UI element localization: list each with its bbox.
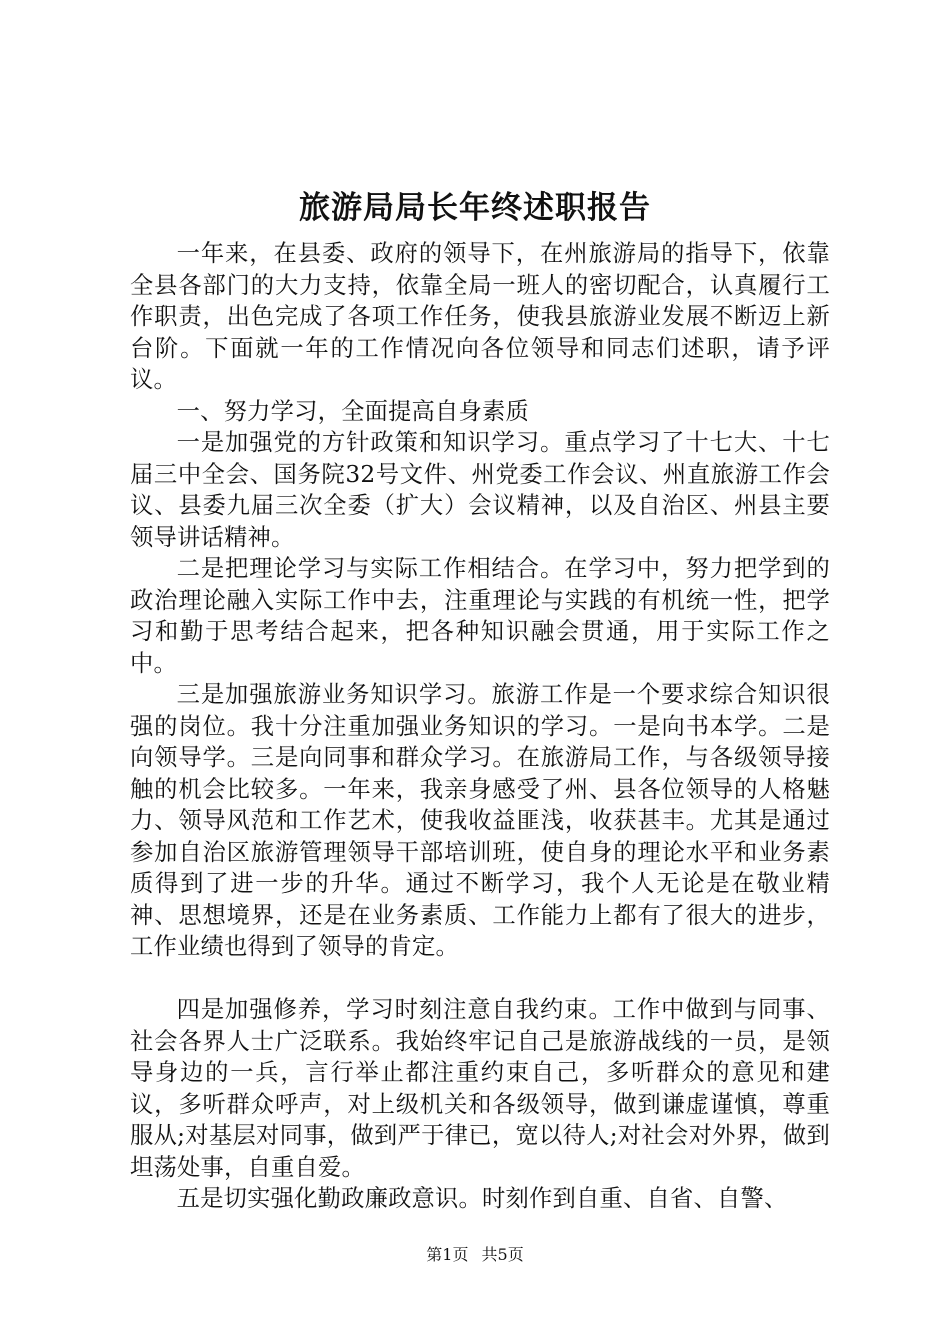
paragraph-5: 五是切实强化勤政廉政意识。时刻作到自重、自省、自警、	[176, 1185, 788, 1212]
document-title: 旅游局局长年终述职报告	[299, 190, 651, 226]
paragraph-gap	[130, 963, 830, 995]
page-footer	[0, 1244, 950, 1266]
document-body	[130, 238, 830, 1215]
page-total: 共5页	[481, 1245, 524, 1264]
paragraph-2: 二是把理论学习与实际工作相结合。在学习中，努力把学到的政治理论融入实际工作中去，注重理论与实践的有机统一性，把学习和勤于思考结合起来，把各种知识融会贯通，用于实际工作之中。	[130, 555, 830, 677]
paragraph-1: 一是加强党的方针政策和知识学习。重点学习了十七大、十七届三中全会、国务院32号文件、州党委工作会议、州直旅游工作会议、县委九届三次全委（扩大）会议精神，以及自治区、州县主要领导讲话精神。	[130, 429, 830, 551]
paragraph-intro: 一年来，在县委、政府的领导下，在州旅游局的指导下，依靠全县各部门的大力支持，依靠全局一班人的密切配合，认真履行工作职责，出色完成了各项工作任务，使我县旅游业发展不断迈上新台阶。下面就一年的工作情况向各位领导和同志们述职，请予评议。	[130, 240, 830, 393]
paragraph-4: 四是加强修养，学习时刻注意自我约束。工作中做到与同事、社会各界人士广泛联系。我始终牢记自己是旅游战线的一员，是领导身边的一兵，言行举止都注重约束自己，多听群众的意见和建议，多听群众呼声，对上级机关和各级领导，做到谦虚谨慎，尊重服从;对基层对同事，做到严于律已，宽以待人;对社会对外界，做到坦荡处事，自重自爱。	[130, 996, 830, 1181]
page-number: 第1页	[426, 1245, 469, 1264]
paragraph-3: 三是加强旅游业务知识学习。旅游工作是一个要求综合知识很强的岗位。我十分注重加强业务知识的学习。一是向书本学。二是向领导学。三是向同事和群众学习。在旅游局工作，与各级领导接触的机会比较多。一年来，我亲身感受了州、县各位领导的人格魅力、领导风范和工作艺术，使我收益匪浅，收获甚丰。尤其是通过参加自治区旅游管理领导干部培训班，使自身的理论水平和业务素质得到了进一步的升华。通过不断学习，我个人无论是在敬业精神、思想境界，还是在业务素质、工作能力上都有了很大的进步，工作业绩也得到了领导的肯定。	[130, 681, 830, 960]
section-heading-1: 一、努力学习，全面提高自身素质	[176, 397, 530, 425]
